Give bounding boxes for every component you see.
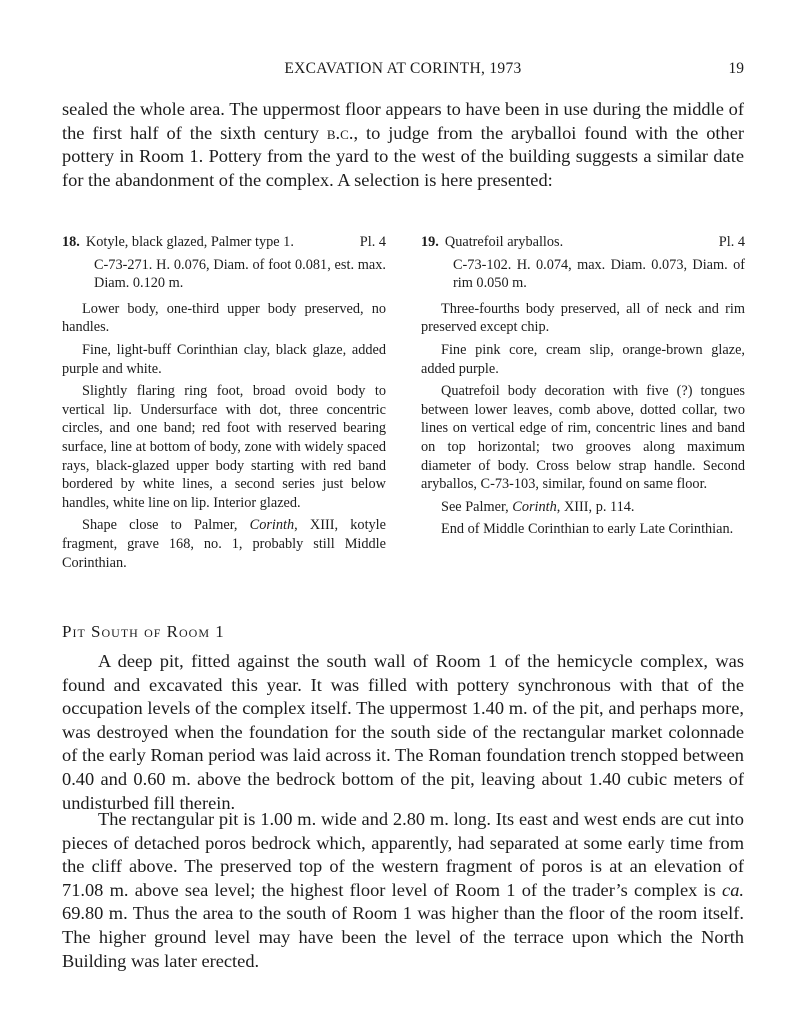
description-paragraph: Fine pink core, cream slip, orange-brown glaze, added purple. bbox=[421, 341, 745, 377]
section-heading: Pit South of Room 1 bbox=[62, 622, 225, 641]
intro-paragraph bbox=[62, 98, 744, 192]
catalogue-entry-heading bbox=[62, 233, 386, 252]
catalogue-number: 18. bbox=[62, 234, 80, 250]
description-paragraph: Three-fourths body preserved, all of neck and rim preserved except chip. bbox=[421, 300, 745, 336]
bibliographic-reference: See Palmer, Corinth, XIII, p. 114. bbox=[441, 498, 635, 515]
dating-note: End of Middle Corinthian to early Late Corinthian. bbox=[441, 521, 734, 538]
catalogue-entry-18 bbox=[62, 233, 386, 576]
catalogue-number: 19. bbox=[421, 234, 439, 250]
running-title: EXCAVATION AT CORINTH, 1973 bbox=[284, 60, 522, 77]
description-paragraph: Lower body, one-third upper body preserved, no handles. bbox=[62, 300, 386, 336]
catalogue-entry-heading bbox=[421, 233, 745, 252]
catalogue-entry-19 bbox=[421, 233, 745, 543]
inventory-line: C-73-271. H. 0.076, Diam. of foot 0.081, est. max. Diam. 0.120 m. bbox=[94, 256, 386, 292]
catalogue-title: Kotyle, black glazed, Palmer type 1. bbox=[85, 234, 294, 250]
body-paragraph-1: A deep pit, fitted against the south wall of Room 1 of the hemicycle complex, was found and excavated this year. It was filled with pottery synchronous with that of the occupation levels of the complex itself. The uppermost 1.40 m. of the pit, and perhaps more, was destroyed when the foundation for the south side of the rectangular market colonnade of the early Roman period was laid across it. The Roman foundation trench stopped between 0.40 and 0.60 m. above the bedrock bottom of the pit, leaving about 1.40 cubic meters of undisturbed fill therein. bbox=[62, 651, 744, 813]
intro-text-after: , to judge from the aryballoi found with the other pottery in Room 1. Pottery from the yard to the west of the building suggests a similar date for the abandonment of the complex. A selection is here presented: bbox=[62, 122, 744, 190]
page-number: 19 bbox=[728, 60, 744, 77]
intro-era: b.c. bbox=[326, 122, 354, 143]
running-head bbox=[62, 60, 744, 84]
intro-text-before: sealed the whole area. The uppermost floor appears to have been in use during the middle of the first half of the sixth century bbox=[62, 99, 744, 143]
description-paragraph: Slightly flaring ring foot, broad ovoid body to vertical lip. Undersurface with dot, three concentric circles, and one band; red foot with reserved bearing surface, line at bottom of body, zone with widely spaced rays, black-glazed upper body starting with red band bordered by white lines, a second series just below handles, white line on lip. Interior glazed. bbox=[62, 383, 386, 511]
description-paragraph: Fine, light-buff Corinthian clay, black glaze, added purple and white. bbox=[62, 341, 386, 377]
bibliographic-reference: Shape close to Palmer, Corinth, XIII, kotyle fragment, grave 168, no. 1, probably still Middle Corinthian. bbox=[62, 517, 387, 571]
body-paragraph-2: The rectangular pit is 1.00 m. wide and 2.80 m. long. Its east and west ends are cut into pieces of detached poros bedrock which, apparently, had separated at some early time from the cliff above. The preserved top of the western fragment of poros is at an elevation of 71.08 m. above sea level; the highest floor level of Room 1 of the trader’s complex is ca. 69.80 m. Thus the area to the south of Room 1 was higher than the floor of the room itself. The higher ground level may have been the level of the terrace upon which the North Building was later erected. bbox=[62, 809, 744, 971]
description-paragraph: Quatrefoil body decoration with five (?) tongues between lower leaves, comb above, dotted collar, two lines on vertical edge of rim, concentric lines and band on top horizontal; two grooves along maximum diameter of body. Cross below strap handle. Second aryballos, C-73-103, similar, found on same floor. bbox=[421, 383, 745, 493]
plate-reference: Pl. 4 bbox=[359, 234, 386, 250]
plate-reference: Pl. 4 bbox=[718, 234, 745, 250]
catalogue-title: Quatrefoil aryballos. bbox=[444, 234, 564, 250]
inventory-line: C-73-102. H. 0.074, max. Diam. 0.073, Diam. of rim 0.050 m. bbox=[453, 256, 745, 292]
